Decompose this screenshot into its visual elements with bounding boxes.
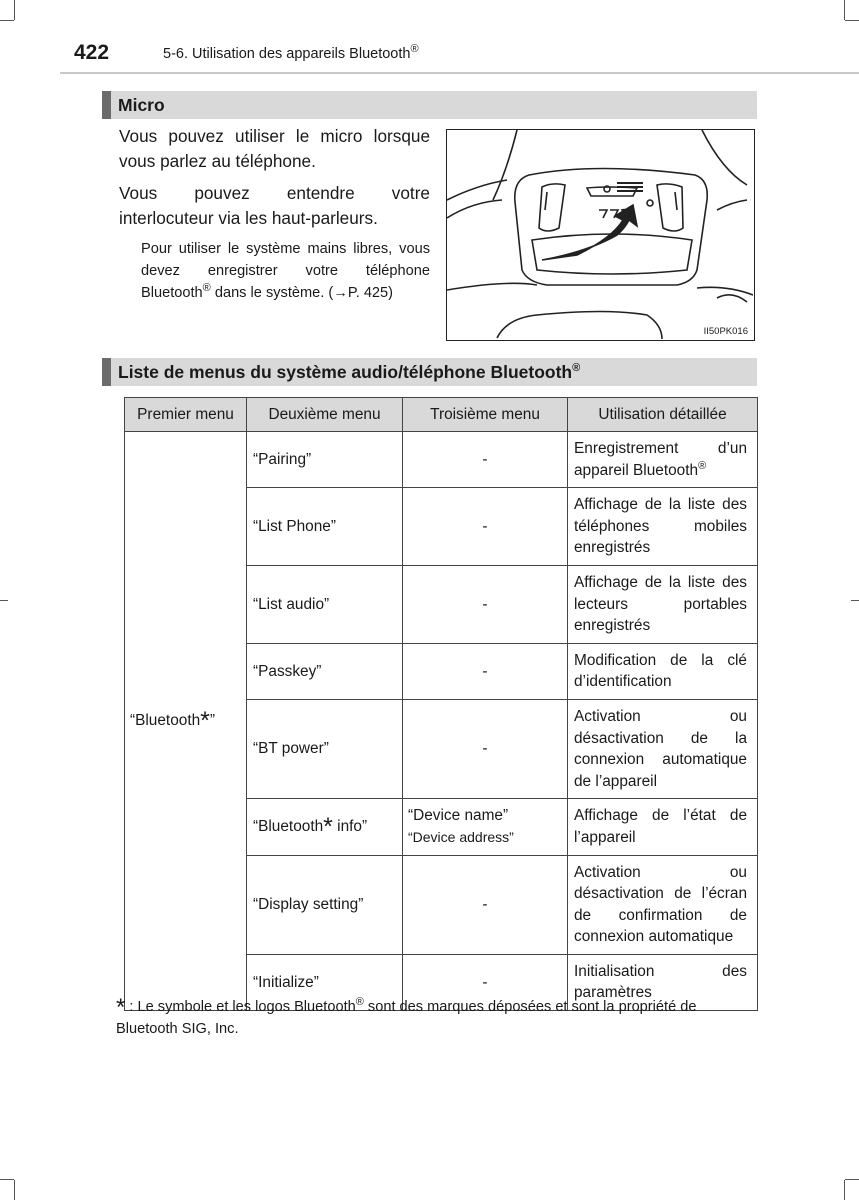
device-name-label: “Device name” xyxy=(408,807,509,825)
overhead-console-drawing xyxy=(447,130,753,339)
crop-mark xyxy=(844,1180,845,1200)
section-accent xyxy=(102,358,111,386)
third-menu-cell: - xyxy=(403,699,568,798)
section-heading-menu-list xyxy=(102,358,757,386)
microphone-illustration xyxy=(446,129,755,341)
section-accent xyxy=(102,91,111,119)
section-title: Micro xyxy=(118,95,165,115)
section-title-text: Liste de menus du système audio/téléphone Bluetooth xyxy=(118,362,573,382)
third-menu-cell xyxy=(403,799,568,855)
illustration-code: II50PK016 xyxy=(703,326,748,337)
header-rule xyxy=(60,72,859,74)
section-heading-micro xyxy=(102,91,757,119)
usage-text: Enregistrement d’un appareil Bluetooth xyxy=(574,440,747,479)
usage-cell xyxy=(568,432,758,488)
second-menu-cell: “List Phone” xyxy=(247,488,403,566)
usage-cell: Affichage de la liste des lecteurs portables enregistrés xyxy=(568,565,758,643)
registered-mark: ® xyxy=(202,282,211,295)
crop-mark xyxy=(845,1179,859,1180)
paragraph-microphone-use: Vous pouvez utiliser le micro lorsque vous parlez au téléphone. xyxy=(119,126,430,171)
first-menu-label-end: ” xyxy=(209,712,216,730)
arrow-icon: → xyxy=(333,285,348,301)
asterisk-mark: * xyxy=(323,813,333,842)
note-text: dans le système. ( xyxy=(210,285,334,301)
footnote xyxy=(116,996,756,1040)
second-menu-cell: “Display setting” xyxy=(247,855,403,954)
table-header-row xyxy=(125,398,758,432)
second-menu-cell xyxy=(247,799,403,855)
crop-mark xyxy=(851,600,859,601)
usage-cell: Affichage de la liste des téléphones mobiles enregistrés xyxy=(568,488,758,566)
asterisk-mark: * xyxy=(200,707,210,736)
second-menu-label: “Bluetooth xyxy=(253,818,324,836)
registration-note xyxy=(141,238,430,304)
third-menu-cell: - xyxy=(403,432,568,488)
note-text: Pour utiliser le système mains libres, vous devez enregistrer votre téléphone Bluetooth xyxy=(141,241,430,301)
registered-mark: ® xyxy=(355,996,364,1009)
registered-mark: ® xyxy=(698,459,707,472)
paragraph-speakers: Vous pouvez entendre votre interlocuteur via les haut-parleurs. xyxy=(119,183,430,228)
crop-mark xyxy=(844,0,845,20)
registered-mark: ® xyxy=(572,362,581,375)
registered-mark: ® xyxy=(410,43,419,56)
second-menu-cell: “BT power” xyxy=(247,699,403,798)
first-menu-cell xyxy=(125,432,247,1011)
second-menu-cell: “List audio” xyxy=(247,565,403,643)
page-number: 422 xyxy=(74,41,110,64)
device-address-label: “Device address” xyxy=(408,828,514,845)
column-header: Deuxième menu xyxy=(247,398,403,432)
chapter-title xyxy=(163,43,419,62)
column-header: Premier menu xyxy=(125,398,247,432)
third-menu-cell: - xyxy=(403,488,568,566)
usage-cell: Activation ou désactivation de l’écran de confirmation de connexion automatique xyxy=(568,855,758,954)
crop-mark xyxy=(0,1179,14,1180)
usage-cell: Modification de la clé d’identification xyxy=(568,643,758,699)
section-title xyxy=(118,362,580,383)
third-menu-cell: - xyxy=(403,643,568,699)
column-header: Utilisation détaillée xyxy=(568,398,758,432)
second-menu-label-end: info” xyxy=(332,818,368,836)
crop-mark xyxy=(845,20,859,21)
page-reference: P. 425) xyxy=(347,285,394,301)
crop-mark xyxy=(14,1180,15,1200)
column-header: Troisième menu xyxy=(403,398,568,432)
crop-mark xyxy=(0,600,8,601)
second-menu-cell: “Initialize” xyxy=(247,954,403,1010)
second-menu-cell: “Pairing” xyxy=(247,432,403,488)
crop-mark xyxy=(14,0,15,20)
third-menu-cell: - xyxy=(403,565,568,643)
footnote-text-end: sont des marques déposées et sont la propriété de Bluetooth SIG, Inc. xyxy=(116,999,697,1037)
asterisk-mark: * xyxy=(116,994,126,1021)
menu-table xyxy=(124,397,758,1011)
first-menu-label: “Bluetooth xyxy=(130,712,201,730)
chapter-title-text: 5-6. Utilisation des appareils Bluetooth xyxy=(163,46,411,62)
footnote-text: : Le symbole et les logos Bluetooth xyxy=(129,999,356,1015)
usage-cell: Affichage de l’état de l’appareil xyxy=(568,799,758,855)
third-menu-cell: - xyxy=(403,855,568,954)
usage-cell: Activation ou désactivation de la connexion automatique de l’appareil xyxy=(568,699,758,798)
crop-mark xyxy=(0,20,14,21)
second-menu-cell: “Passkey” xyxy=(247,643,403,699)
third-menu-cell: - xyxy=(403,954,568,1010)
usage-cell: Initialisation des paramètres xyxy=(568,954,758,1010)
table-row xyxy=(125,432,758,488)
